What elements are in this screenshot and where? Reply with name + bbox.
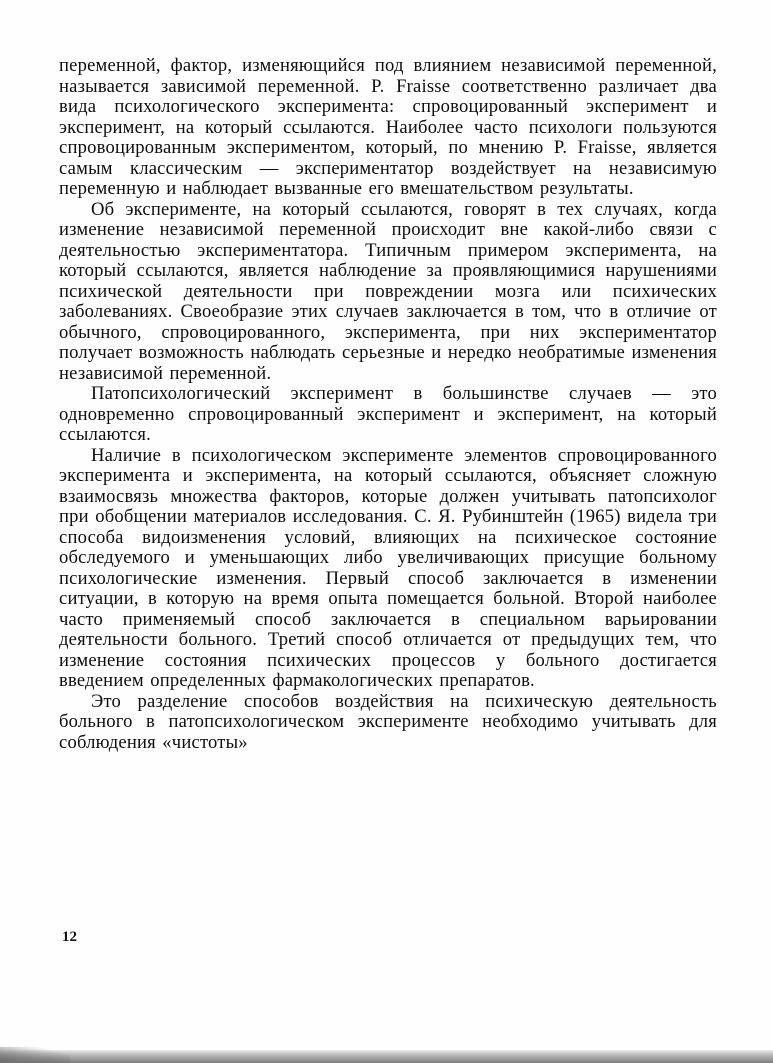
paragraph: Об эксперименте, на который ссылаются, говорят в тех случаях, когда изменение независимой переменной происходит вне какой-либо связи с деятельностью экспериментатора. Типичным примером эксперимента, на который ссылаются, является наблюдение за проявляющимися нарушениями психической деятельности при повреждении мозга или психических заболеваниях. Своеобразие этих случаев заключается в том, что в отличие от обычного, спровоцированного, эксперимента, при них экспериментатор получает возможность наблюдать серьезные и нередко необратимые изменения независимой переменной. <box>59 198 717 384</box>
paragraph: Наличие в психологическом эксперименте элементов спровоцированного эксперимента и эксперимента, на который ссылаются, объясняет сложную взаимосвязь множества факторов, которые должен учитывать патопсихолог при обобщении материалов исследования. С. Я. Рубинштейн (1965) видела три способа видоизменения условий, влияющих на психическое состояние обследуемого и уменьшающих либо увеличивающих присущие больному психологические изменения. Первый способ заключается в изменении ситуации, в которую на время опыта помещается больной. Второй наиболее часто применяемый способ заключается в специальном варьировании деятельности больного. Третий способ отличается от предыдущих тем, что изменение состояния психических процессов у больного достигается введением определенных фармакологических препаратов. <box>59 444 717 691</box>
scan-edge-artifact <box>0 1050 773 1063</box>
paragraph-continuation: переменной, фактор, изменяющийся под влиянием независимой переменной, называется зависимой переменной. P. Fraisse соответственно различает два вида психологического эксперимента: спровоцированный эксперимент и эксперимент, на который ссылаются. Наиболее часто психологи пользуются спровоцированным экспериментом, который, по мнению P. Fraisse, является самым классическим — экспериментатор воздействует на независимую переменную и наблюдает вызванные его вмешательством результаты. <box>59 55 717 199</box>
text-block <box>59 56 717 753</box>
scan-corner-shadow <box>0 1047 70 1063</box>
page-number: 12 <box>62 929 77 945</box>
paragraph: Патопсихологический эксперимент в большинстве случаев — это одновременно спровоцированный эксперимент и эксперимент, на который ссылаются. <box>59 383 717 445</box>
paragraph: Это разделение способов воздействия на психическую деятельность больного в патопсихологическом эксперименте необходимо учитывать для соблюдения «чистоты» <box>59 690 717 753</box>
